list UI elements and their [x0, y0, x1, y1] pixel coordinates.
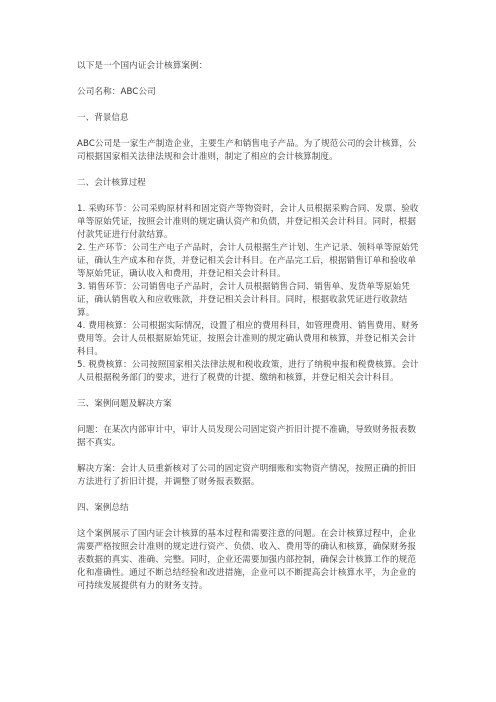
section4-heading: 四、案例总结	[77, 503, 129, 513]
section2-item-2: 2. 生产环节：公司生产电子产品时，会计人员根据生产计划、生产记录、领料单等原始凭证，确认生产成本和存货，并登记相关会计科目。在产品完工后，根据销售订单和验收单等原始凭证，确认收入和费用，并登记相关会计科目。	[77, 243, 419, 279]
section2-item-3: 3. 销售环节：公司销售电子产品时，会计人员根据销售合同、销售单、发货单等原始凭证，确认销售收入和应收账款，并登记相关会计科目。同时，根据收款凭证进行收款结算。	[77, 282, 410, 318]
section2-item-1: 1. 采购环节：公司采购原材料和固定资产等物资时，会计人员根据采购合同、发票、验收单等原始凭证，按照会计准则的规定确认资产和负债，并登记相关会计科目。同时，根据付款凭证进行付款结算。	[77, 204, 419, 240]
section1-heading: 一、背景信息	[77, 113, 129, 123]
section3-heading: 三、案例问题及解决方案	[77, 399, 172, 409]
section2-heading: 二、会计核算过程	[77, 178, 146, 188]
section3-solution: 解决方案：会计人员重新核对了公司的固定资产明细账和实物资产情况，按照正确的折旧方法进行了折旧计提，并调整了财务报表数据。	[77, 464, 417, 487]
section2-item-4: 4. 费用核算：公司根据实际情况，设置了相应的费用科目，如管理费用、销售费用、财务费用等。会计人员根据原始凭证，按照会计准则的规定确认费用和核算，并登记相关会计科目。	[77, 321, 419, 357]
section3-problem: 问题：在某次内部审计中，审计人员发现公司固定资产折旧计提不准确，导致财务报表数据不真实。	[77, 425, 417, 448]
section4-body: 这个案例展示了国内证会计核算的基本过程和需要注意的问题。在会计核算过程中，企业需要严格按照会计准则的规定进行资产、负债、收入、费用等的确认和核算，确保财务报表数据的真实、准确、完整。同时，企业还需要加强内部控制，确保会计核算工作的规范化和准确性。通过不断总结经验和改进措施，企业可以不断提高会计核算水平，为企业的可持续发展提供有力的财务支持。	[77, 529, 417, 591]
section2-item-5: 5. 税费核算：公司按照国家相关法律法规和税收政策，进行了纳税申报和税费核算。会计人员根据税务部门的要求，进行了税费的计提、缴纳和核算，并登记相关会计科目。	[77, 360, 419, 383]
intro-text: 以下是一个国内证会计核算案例：	[77, 61, 208, 71]
document-content	[77, 60, 421, 593]
company-name: 公司名称：ABC公司	[77, 87, 156, 97]
section1-body: ABC公司是一家生产制造企业，主要生产和销售电子产品。为了规范公司的会计核算，公司根据国家相关法律法规和会计准则，制定了相应的会计核算制度。	[77, 139, 417, 162]
